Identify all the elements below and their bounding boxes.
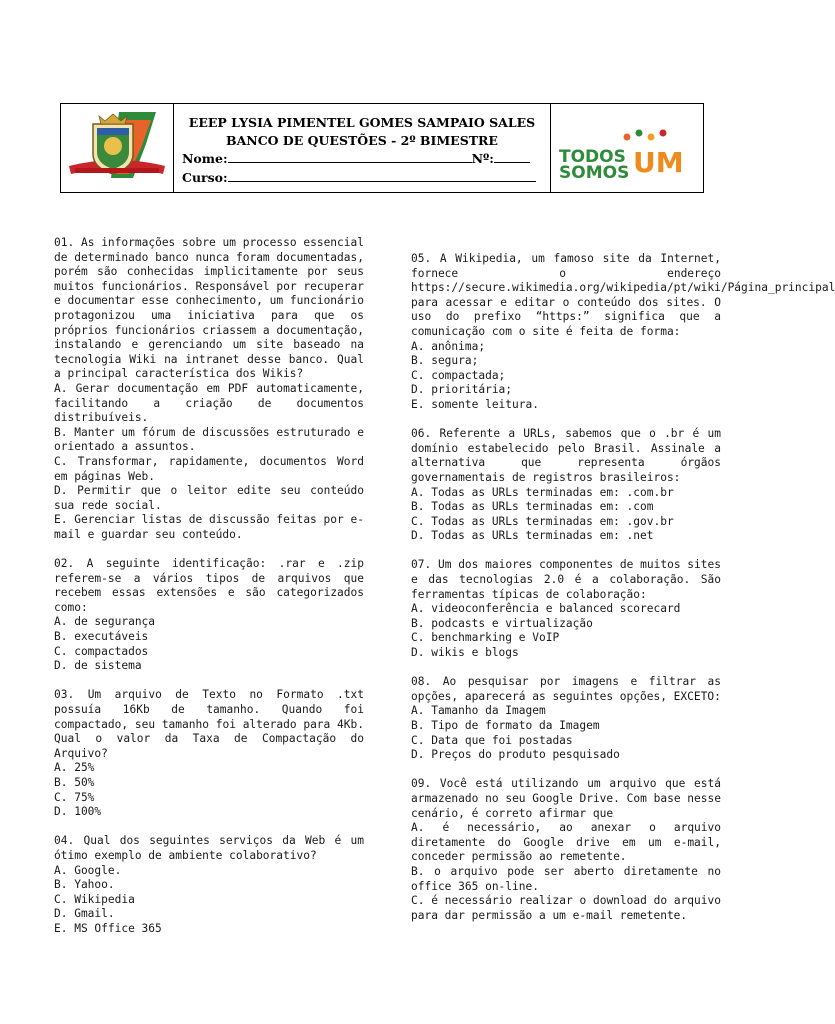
question-stem: 01. As informações sobre um processo essencial de determinado banco nunca foram documentadas, porém são conhecidas implicitamente por seus muitos funcionários. Responsável por recuperar e documentar esse conhecimento, um funcionário protagonizou uma iniciativa para que os próprios funcionários criassem a documentação, instalando e gerenciando um site baseado na tecnologia Wiki na intranet desse banco. Qual a principal característica dos Wikis? — [54, 236, 364, 381]
answer-option: C. Data que foi postadas — [411, 733, 573, 747]
todos-somos-um-logo — [550, 104, 703, 192]
question-stem: 07. Um dos maiores componentes de muitos sites e das tecnologias 2.0 é a colaboração. São ferramentas típicas de colaboração: — [411, 558, 721, 601]
answer-option: D. Permitir que o leitor edite seu conteúdo sua rede social. — [54, 484, 364, 512]
answer-option: C. Transformar, rapidamente, documentos Word em páginas Web. — [54, 454, 364, 483]
answer-option: B. Yahoo. — [54, 878, 115, 892]
answer-option: B. Tipo de formato da Imagem — [411, 719, 600, 732]
number-label: Nº: — [471, 151, 494, 166]
logo-line1: TODOS — [559, 147, 626, 167]
name-line — [182, 151, 530, 167]
question-block — [54, 236, 364, 542]
name-field[interactable] — [228, 151, 472, 163]
logo-line2: SOMOS — [559, 163, 630, 183]
answer-option: A. Google. — [54, 863, 122, 877]
answer-option: D. wikis e blogs — [411, 646, 519, 660]
answer-option: A. é necessário, ao anexar o arquivo diretamente do Google drive em um e-mail, conceder permissão ao remetente. — [411, 821, 721, 864]
answer-option: E. somente leitura. — [411, 397, 539, 411]
answer-option: A. anônima; — [411, 339, 486, 353]
name-label: Nome: — [182, 151, 228, 166]
answer-option: B. segura; — [411, 354, 479, 368]
question-block — [411, 252, 835, 413]
answer-option: C. Todas as URLs terminadas em: .gov.br — [411, 514, 674, 528]
question-stem: 02. A seguinte identificação: .rar e .zip referem-se a vários tipos de arquivos que recebem essas extensões e são categorizados como: — [54, 557, 364, 614]
answer-option: D. prioritária; — [411, 383, 513, 397]
school-name: EEEP LYSIA PIMENTEL GOMES SAMPAIO SALES — [188, 115, 536, 130]
question-stem: 06. Referente a URLs, sabemos que o .br é um domínio estabelecido pelo Brasil. Assinale a alternativa que representa órgãos governamentais de registros brasileiros: — [411, 427, 721, 484]
question-block — [54, 688, 364, 819]
logo-word: UM — [633, 146, 684, 179]
answer-option: B. podcasts e virtualização — [411, 616, 593, 630]
answer-option: C. é necessário realizar o download do arquivo para dar permissão a um e-mail remetente. — [411, 894, 721, 922]
question-block — [411, 558, 721, 660]
question-block — [54, 557, 364, 674]
header-text-block — [174, 104, 550, 192]
question-stem: 05. A Wikipedia, um famoso site da Internet, fornece o endereço https://secure.wikimedia.org/wikipedia/pt/wiki/Página_principal para acessar e editar o conteúdo dos sites. O uso do prefixo “https:” significa que a comunicação com o site é feita de forma: — [411, 252, 835, 338]
question-block — [54, 834, 364, 936]
answer-option: C. Wikipedia — [54, 892, 135, 906]
answer-option: B. o arquivo pode ser aberto diretamente no office 365 on-line. — [411, 864, 721, 893]
answer-option: A. videoconferência e balanced scorecard — [411, 602, 681, 616]
answer-option: A. de segurança — [54, 615, 156, 629]
answer-option: C. benchmarking e VoIP — [411, 631, 560, 645]
answer-option: A. Gerar documentação em PDF automaticamente, facilitando a criação de documentos distribuíveis. — [54, 381, 364, 425]
answer-option: E. Gerenciar listas de discussão feitas por e-mail e guardar seu conteúdo. — [54, 513, 364, 541]
answer-option: C. compactada; — [411, 368, 506, 382]
course-line — [182, 170, 536, 186]
course-field[interactable] — [228, 170, 536, 182]
exam-title: BANCO DE QUESTÕES - 2º BIMESTRE — [226, 133, 498, 148]
school-crest-logo — [61, 104, 174, 192]
question-block — [411, 675, 721, 763]
question-stem: 04. Qual dos seguintes serviços da Web é um ótimo exemplo de ambiente colaborativo? — [54, 834, 364, 862]
answer-option: B. Todas as URLs terminadas em: .com — [411, 500, 654, 514]
answer-option: C. 75% — [54, 790, 95, 804]
question-stem: 09. Você está utilizando um arquivo que está armazenado no seu Google Drive. Com base nesse cenário, é correto afirmar que — [411, 777, 721, 820]
answer-option: D. de sistema — [54, 659, 142, 673]
number-field[interactable] — [494, 151, 530, 163]
answer-option: B. Manter um fórum de discussões estruturado e orientado a assuntos. — [54, 425, 364, 454]
question-stem: 03. Um arquivo de Texto no Formato .txt possuía 16Kb de tamanho. Quando foi compactado, seu tamanho foi alterado para 4Kb. Qual o valor da Taxa de Compactação do Arquivo? — [54, 688, 364, 760]
question-block — [411, 427, 721, 544]
left-question-column — [54, 236, 364, 951]
answer-option: A. Tamanho da Imagem — [411, 704, 546, 718]
question-stem: 08. Ao pesquisar por imagens e filtrar as opções, aparecerá as seguintes opções, EXCETO: — [411, 675, 721, 703]
answer-option: E. MS Office 365 — [54, 921, 162, 935]
answer-option: D. 100% — [54, 805, 102, 819]
answer-option: C. compactados — [54, 644, 149, 658]
answer-option: D. Todas as URLs terminadas em: .net — [411, 529, 654, 543]
document-header — [60, 103, 704, 193]
answer-option: A. 25% — [54, 761, 95, 775]
answer-option: B. executáveis — [54, 630, 149, 644]
course-label: Curso: — [182, 170, 228, 185]
right-question-column — [411, 252, 835, 938]
answer-option: D. Gmail. — [54, 907, 115, 921]
answer-option: B. 50% — [54, 775, 95, 789]
question-block — [411, 777, 721, 923]
answer-option: D. Preços do produto pesquisado — [411, 748, 620, 762]
answer-option: A. Todas as URLs terminadas em: .com.br — [411, 485, 674, 499]
